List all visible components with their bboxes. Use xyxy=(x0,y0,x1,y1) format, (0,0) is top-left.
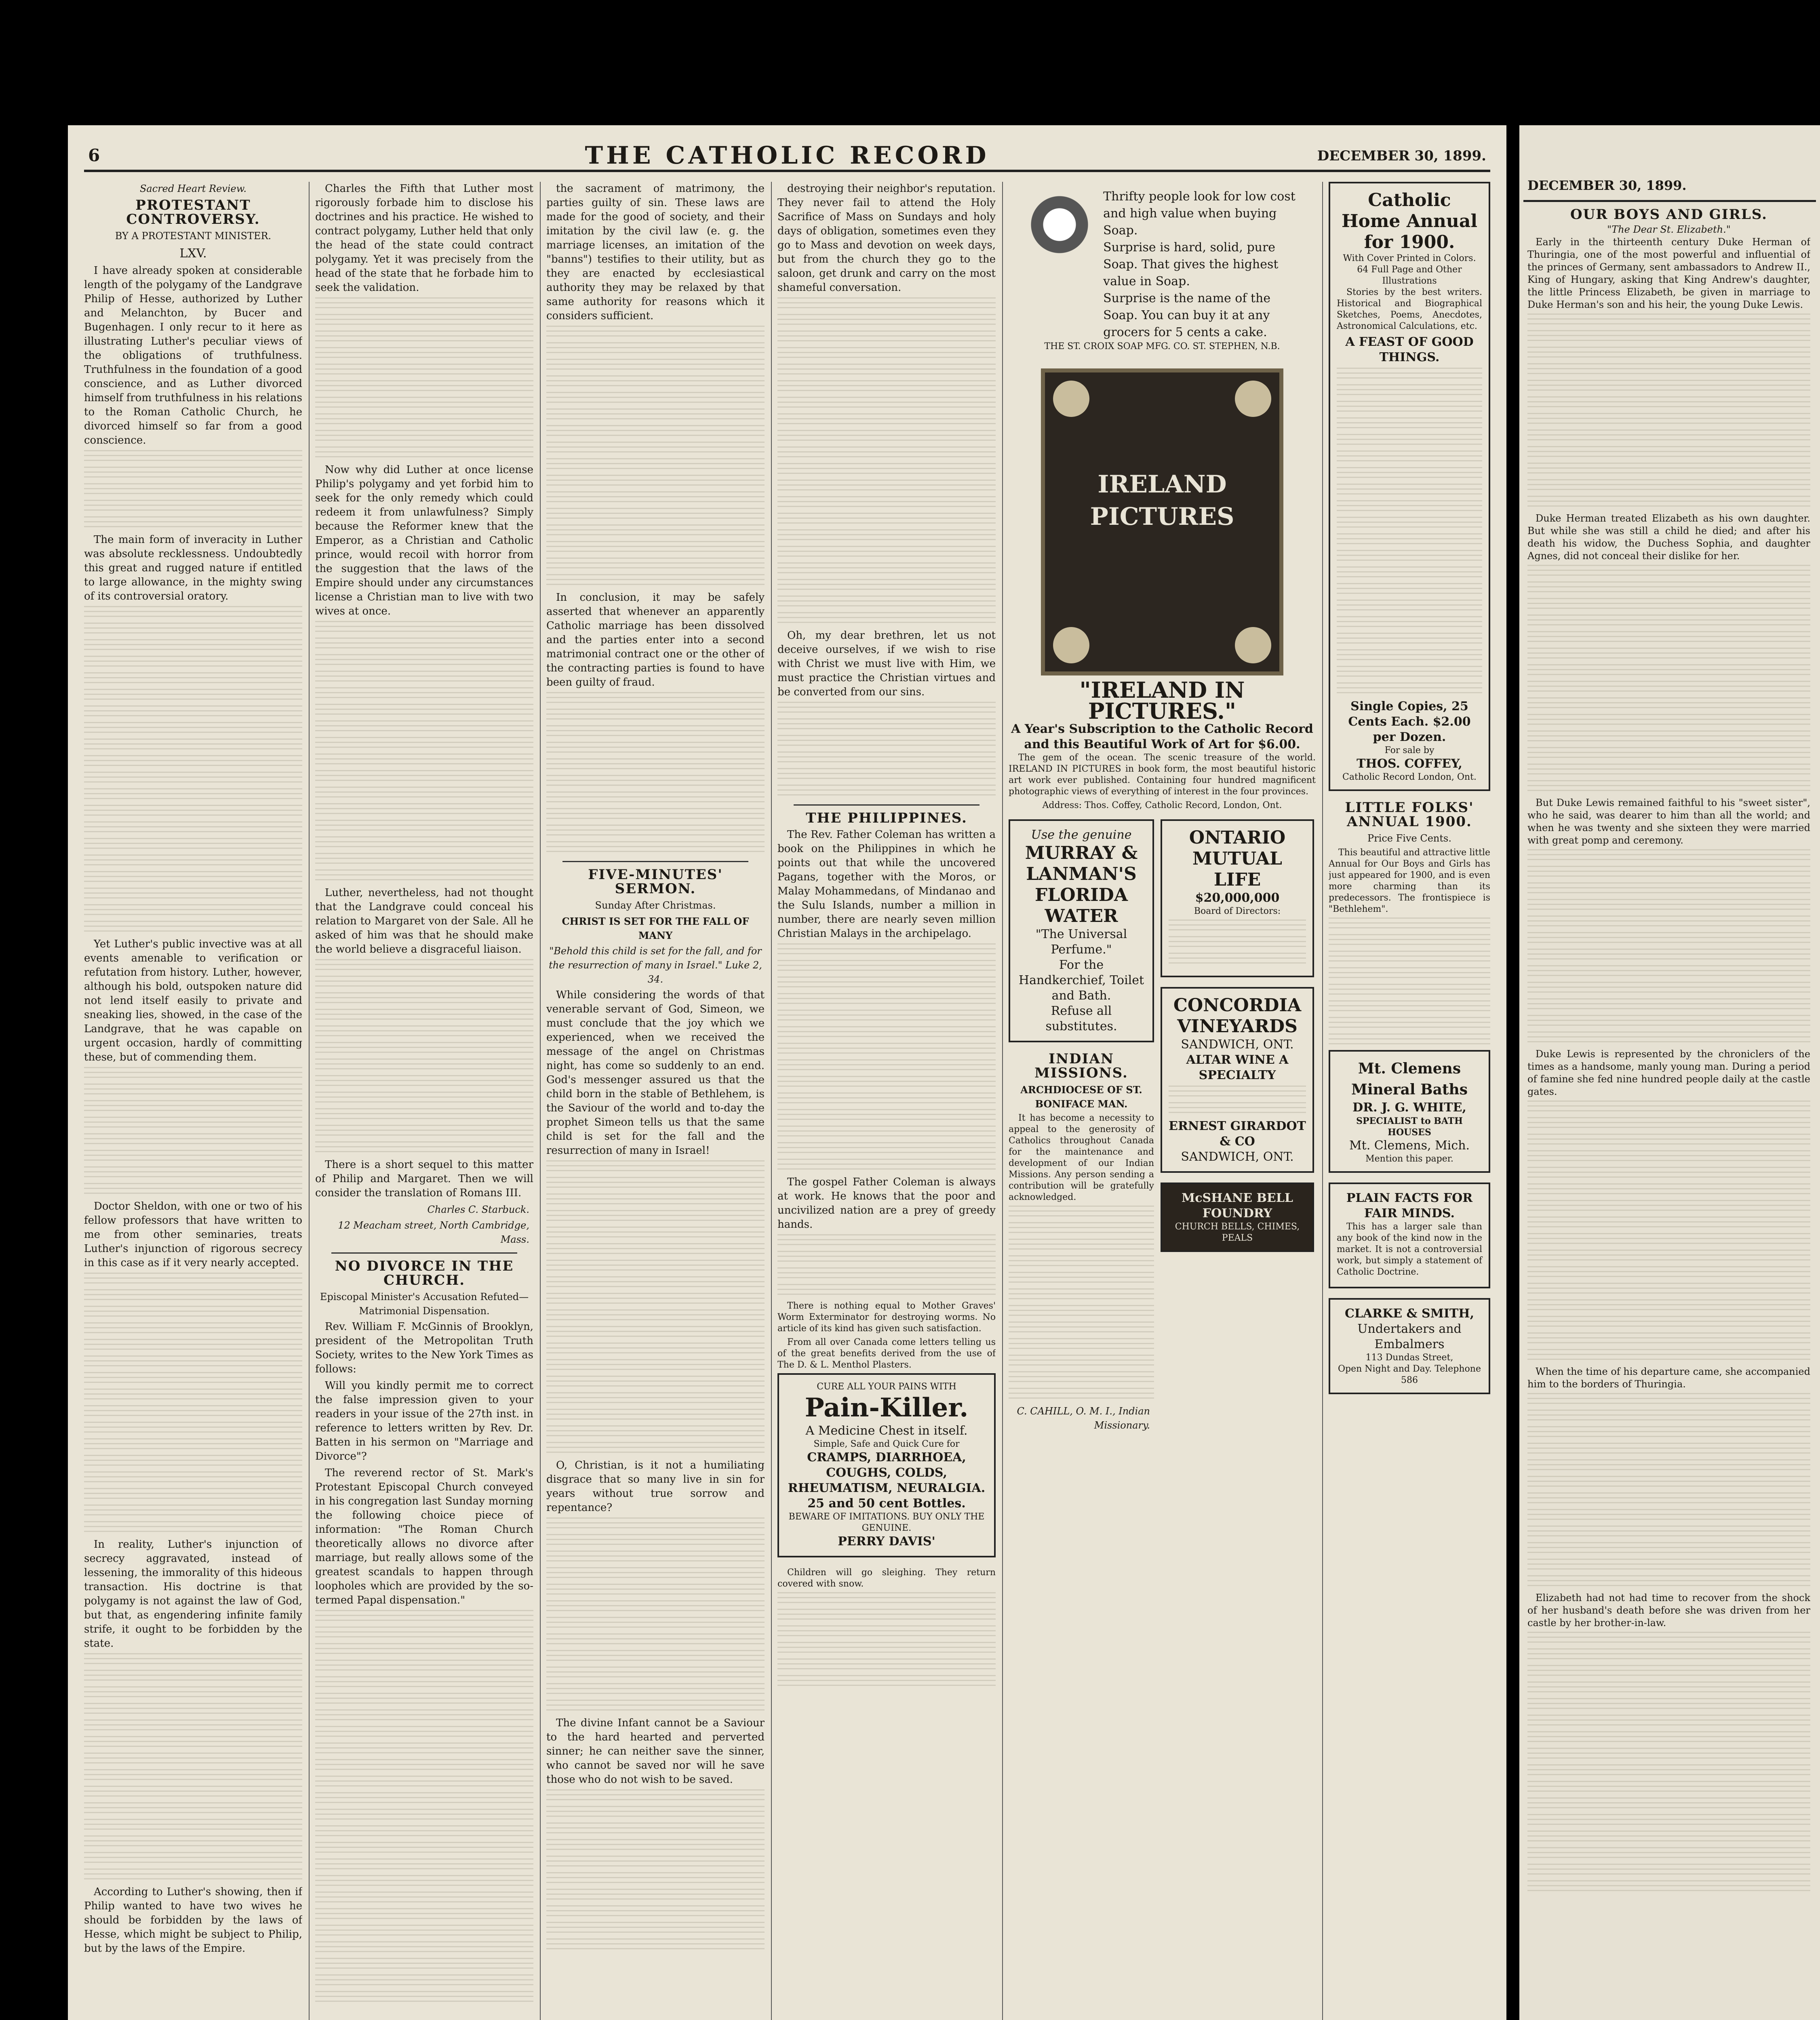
ad-line: ALTAR WINE A SPECIALTY xyxy=(1186,1053,1289,1082)
column-1 xyxy=(84,182,302,2020)
annual-sub: With Cover Printed in Colors. 64 Full Page and Other Illustrations xyxy=(1343,253,1476,286)
paragraph: In conclusion, it may be safely asserted that whenever an apparently Catholic marriage has been dissolved and the parties enter into a second matrimonial contract one or the other of the contracting parties is found to have been guilty of fraud. xyxy=(546,591,765,688)
ad-line: McSHANE BELL FOUNDRY xyxy=(1182,1191,1293,1220)
paragraph: In reality, Luther's injunction of secrecy aggravated, instead of lessening, the immorality of this hideous transaction. His doctrine is that polygamy is not against the law of God, but that, as engendering infinite family strife, it ought to be forbidden by the state. xyxy=(84,1538,302,1650)
missions-subhead: ARCHDIOCESE OF ST. BONIFACE MAN. xyxy=(1020,1084,1142,1110)
paragraph: Early in the thirteenth century Duke Herman of Thuringia, one of the most powerful and influential of the princes of Germany, sent ambassadors to Andrew II., King of Hungary, asking that King Andrew's daughter, the little Princess Elizabeth, be given in marriage to Duke Herman's son and his heir, the young Duke Lewis. xyxy=(1527,236,1810,310)
column-6-ads xyxy=(1329,182,1490,2020)
ad-note: BEWARE OF IMITATIONS. BUY ONLY THE GENUINE. xyxy=(788,1512,985,1533)
paragraph: Oh, my dear brethren, let us not deceive ourselves, if we wish to rise with Christ we must live with Him, we must practice the Christian virtues and be converted from our sins. xyxy=(777,629,996,698)
paragraph: The main form of inveracity in Luther was absolute recklessness. Undoubtedly this great and rugged nature if entitled to large allowance, in the mighty swing of its controversial oratory. xyxy=(84,534,302,602)
book-title: PICTURES xyxy=(1090,503,1234,531)
clarke-smith-ad xyxy=(1329,1298,1490,1394)
column-5-ads xyxy=(1009,182,1316,2020)
paragraph: Will you kindly permit me to correct the false impression given to your readers in your issue of the 27th inst. in reference to letters written by Rev. Dr. Batten in his sermon on "Marriage and Divorce"? xyxy=(315,1380,533,1462)
indian-missions xyxy=(1009,1052,1154,1433)
facing-page-date: DECEMBER 30, 1899. xyxy=(1527,178,1687,193)
ad-line: Use the genuine xyxy=(1031,828,1132,842)
paragraph: According to Luther's showing, then if Philip wanted to have two wives he should be forbidden by the laws of Hesse, which might be subject to Philip, but by the laws of the Empire. xyxy=(84,1886,302,1955)
folks-body: This beautiful and attractive little Annual for Our Boys and Girls has just appeared for 1900, and is even more charming than its predecessors. The frontispiece is "Bethlehem". xyxy=(1329,848,1490,914)
ad-maker: PERRY DAVIS' xyxy=(838,1534,935,1549)
ad-line: CURE ALL YOUR PAINS WITH xyxy=(817,1382,956,1392)
annual-sale: For sale by xyxy=(1384,745,1435,755)
folks-headline: LITTLE FOLKS' ANNUAL 1900. xyxy=(1345,800,1474,830)
ireland-address: Address: Thos. Coffey, Catholic Record, London, Ont. xyxy=(1042,800,1282,810)
ad-maker: ERNEST GIRARDOT & CO xyxy=(1169,1119,1306,1149)
ad-brand: Mt. Clemens Mineral Baths xyxy=(1351,1060,1468,1098)
annual-seller: THOS. COFFEY, xyxy=(1357,757,1462,771)
soap-ad-line: Thrifty people look for low cost and high value when buying Soap. xyxy=(1103,189,1295,238)
paragraph: While considering the words of that venerable servant of God, Simeon, we must conclude that the joy which we experienced, when we received the message of the angel on Christmas night, has come so suddenly to an end. God's messenger assured us that the child born in the stable of Bethlehem, is the Saviour of the world and to-day the prophet Simeon tells us that the same child is set for the fall and the resurrection of many in Israel! xyxy=(546,989,765,1157)
column-rule xyxy=(1002,182,1003,2020)
column-rule xyxy=(1322,182,1323,2020)
paragraph: destroying their neighbor's reputation. They never fail to attend the Holy Sacrifice of Mass on Sundays and holy days of obligation, sometimes even they go to Mass and devotion on week days, but from the church they go to the saloon, get drunk and carry on the most shameful conversation. xyxy=(777,183,996,294)
ad-subcolumn xyxy=(1009,819,1154,1434)
ireland-offer: A Year's Subscription to the Catholic Record and this Beautiful Work of Art for $6.00. xyxy=(1011,722,1313,751)
ad-brand: Pain-Killer. xyxy=(805,1393,969,1423)
plain-body: This has a larger sale than any book of the kind now in the market. It is not a controversial work, but simply a statement of Catholic Doctrine. xyxy=(1337,1222,1482,1277)
ad-line: Board of Directors: xyxy=(1194,906,1281,916)
sermon-caption: CHRIST IS SET FOR THE FALL OF MANY xyxy=(562,915,749,941)
ireland-body: The gem of the ocean. The scenic treasure of the world. IRELAND IN PICTURES in book form, the most beautiful historic art work ever published. Containing four hundred magnificent photographic views of everything of interest in the four provinces. xyxy=(1009,753,1316,797)
painkiller-ad xyxy=(777,1373,996,1557)
sermon-quote: "Behold this child is set for the fall, and for the resurrection of many in Israel." Luke 2, 34. xyxy=(549,945,762,985)
soap-ad-line: Surprise is hard, solid, pure Soap. That gives the highest value in Soap. xyxy=(1103,240,1279,288)
paragraph: Now why did Luther at once license Philip's polygamy and yet forbid him to seek for the only remedy which could redeem it from unlawfulness? Simply because the Reformer knew that the Emperor, as a Christian and Catholic prince, would recoil with horror from the suggestion that the laws of the Empire should under any circumstances license a Christian man to live with two wives at once. xyxy=(315,464,533,617)
ad-line: Refuse all substitutes. xyxy=(1045,1004,1117,1033)
little-folks-annual xyxy=(1329,801,1490,1048)
column-rule xyxy=(771,182,772,2020)
annual-seller-location: Catholic Record London, Ont. xyxy=(1342,772,1477,782)
ad-line: CRAMPS, DIARRHOEA, COUGHS, COLDS, RHEUMATISM, NEURALGIA. xyxy=(788,1450,986,1495)
newspaper-page xyxy=(68,125,1506,2020)
paragraph: Duke Lewis is represented by the chroniclers of the times as a handsome, manly young man. During a period of famine she fed nine hundred people daily at the castle gates. xyxy=(1527,1048,1810,1097)
annual-price: Single Copies, 25 Cents Each. $2.00 per Dozen. xyxy=(1348,699,1471,744)
mt-clemens-ad xyxy=(1329,1050,1490,1173)
ad-price: 25 and 50 cent Bottles. xyxy=(807,1496,966,1511)
page-number: 6 xyxy=(88,145,100,165)
ad-brand: ONTARIO MUTUAL LIFE xyxy=(1189,827,1286,890)
column-rule xyxy=(309,182,310,2020)
paragraph: Yet Luther's public invective was at all events amenable to verification or refutation from history. Luther, however, although his bold, outspoken nature did not lend itself easily to private and sneaking lies, showed, in the case of the Landgrave, that he was capable on urgent occasion, hardly of committing these, but of commending them. xyxy=(84,938,302,1063)
facing-page xyxy=(1519,125,1820,2020)
paragraph: From all over Canada come letters telling us of the great benefits derived from the use of The D. & L. Menthol Plasters. xyxy=(777,1337,996,1370)
column-2 xyxy=(315,182,533,2020)
article-headline: OUR BOYS AND GIRLS. xyxy=(1570,206,1768,223)
ad-line: SPECIALIST to BATH HOUSES xyxy=(1356,1116,1463,1138)
paragraph: the sacrament of matrimony, the parties guilty of sin. These laws are made for the good of society, and their imitation by the civil law (e. g. the marriage licenses, an imitation of the "banns") testifies to their utility, but as they are enacted by ecclesiastical authority they may be relaxed by that same authority for reasons which it considers sufficient. xyxy=(546,183,765,322)
florida-water-ad xyxy=(1009,819,1154,1042)
sermon-headline: FIVE-MINUTES' SERMON. xyxy=(588,867,723,897)
byline: BY A PROTESTANT MINISTER. xyxy=(115,230,272,242)
bell-foundry-ad xyxy=(1161,1183,1314,1252)
missions-signature: C. CAHILL, O. M. I., Indian Missionary. xyxy=(1017,1406,1150,1431)
surprise-soap-ad xyxy=(1009,182,1316,359)
ad-line: SANDWICH, ONT. xyxy=(1181,1037,1294,1052)
paragraph: Rev. William F. McGinnis of Brooklyn, president of the Metropolitan Truth Society, writes to the New York Times as follows: xyxy=(315,1321,533,1375)
ad-line: Open Night and Day. Telephone 586 xyxy=(1338,1364,1481,1385)
address: 12 Meacham street, North Cambridge, Mass. xyxy=(338,1220,529,1245)
kicker: "The Dear St. Elizabeth." xyxy=(1607,224,1731,235)
masthead: THE CATHOLIC RECORD xyxy=(585,141,990,170)
paragraph: The reverend rector of St. Mark's Protestant Episcopal Church conveyed in his congregation last Sunday morning the following choice piece of information: "The Roman Church theoretically allows no divorce after marriage, but really allows some of the greatest scandals to happen through loopholes which are provided by the so-termed Papal dispensation." xyxy=(315,1467,533,1606)
section-number: LXV. xyxy=(179,246,207,261)
ad-line: Mention this paper. xyxy=(1365,1154,1453,1164)
column-rule xyxy=(540,182,541,2020)
ad-brand: CONCORDIA VINEYARDS xyxy=(1173,995,1302,1037)
kicker: Sacred Heart Review. xyxy=(139,183,247,194)
paragraph: Luther, nevertheless, had not thought that the Landgrave could conceal his relation to Margaret von der Sale. All he asked of him was that he should make the world believe a disgraceful liaison. xyxy=(315,887,533,955)
ad-line: Mt. Clemens, Mich. xyxy=(1349,1138,1470,1153)
paragraph: When the time of his departure came, she accompanied him to the borders of Thuringia. xyxy=(1527,1366,1810,1390)
annual-body: Stories by the best writers. Historical and Biographical Sketches, Poems, Anecdotes, Astronomical Calculations, etc. xyxy=(1337,287,1482,331)
bearded-man-illustration xyxy=(1019,188,1100,309)
paragraph: But Duke Lewis remained faithful to his "sweet sister", who he said, was dearer to him than all the world; and when he was twenty and she sixteen they were married with great pomp and ceremony. xyxy=(1527,797,1810,846)
plain-facts-ad xyxy=(1329,1183,1490,1288)
paragraph: The divine Infant cannot be a Saviour to the hard hearted and perverted sinner; he can neither save the sinner, who cannot be saved nor will he save those who do not wish to be saved. xyxy=(546,1717,765,1786)
concordia-ad xyxy=(1161,987,1314,1173)
annual-section: A FEAST OF GOOD THINGS. xyxy=(1345,335,1474,364)
ad-subcolumn xyxy=(1161,819,1314,1434)
ireland-headline: "IRELAND IN PICTURES." xyxy=(1079,677,1245,724)
home-annual-ad xyxy=(1329,182,1490,791)
paragraph: I have already spoken at considerable length of the polygamy of the Landgrave Philip of Hesse, authorized by Luther and Melanchton, by Bucer and Bugenhagen. I only recur to it here as illustrating Luther's peculiar views of the obligations of truthfulness. Truthfulness in the foundation of a good conscience, and as Luther divorced himself from truthfulness in his relations to the Roman Catholic Church, he divorced himself so far from a good conscience. xyxy=(84,265,302,446)
book-title: IRELAND xyxy=(1097,470,1227,499)
signature: Charles C. Starbuck. xyxy=(427,1204,529,1215)
ireland-book-illustration xyxy=(1041,368,1283,675)
ad-brand: MURRAY & LANMAN'S FLORIDA WATER xyxy=(1025,843,1138,926)
ad-amount: $20,000,000 xyxy=(1195,891,1280,905)
ad-line: A Medicine Chest in itself. xyxy=(805,1424,968,1438)
ad-doctor: DR. J. G. WHITE, xyxy=(1352,1100,1466,1115)
paragraph: Children will go sleighing. They return covered with snow. xyxy=(777,1568,996,1589)
ad-line: Simple, Safe and Quick Cure for xyxy=(813,1439,960,1449)
sermon-subhead: Sunday After Christmas. xyxy=(595,900,716,911)
missions-headline: INDIAN MISSIONS. xyxy=(1034,1051,1128,1081)
mutual-life-ad xyxy=(1161,819,1314,977)
article-subhead: Episcopal Minister's Accusation Refuted—Matrimonial Dispensation. xyxy=(320,1291,529,1317)
paragraph: There is a short sequel to this matter of Philip and Margaret. Then we will consider the translation of Romans III. xyxy=(315,1159,533,1199)
plain-headline: PLAIN FACTS FOR FAIR MINDS. xyxy=(1346,1191,1473,1220)
ad-line: For the Handkerchief, Toilet and Bath. xyxy=(1018,958,1144,1003)
column-4 xyxy=(777,182,996,2020)
paragraph: Elizabeth had not had time to recover from the shock of her husband's death before she was driven from her castle by her brother-in-law. xyxy=(1527,1592,1810,1629)
page-header xyxy=(84,141,1490,172)
issue-date: DECEMBER 30, 1899. xyxy=(1317,148,1486,164)
column-3 xyxy=(546,182,765,2020)
ad-row xyxy=(1009,819,1316,1434)
ad-line: SANDWICH, ONT. xyxy=(1181,1150,1294,1164)
paragraph: Doctor Sheldon, with one or two of his fellow professors that have written to me from other seminaries, treats Luther's injunction of rigorous secrecy in this case as if it very nearly accepted. xyxy=(84,1200,302,1269)
paragraph: O, Christian, is it not a humiliating disgrace that so many live in sin for years without true sorrow and repentance? xyxy=(546,1459,765,1514)
paragraph: The gospel Father Coleman is always at work. He knows that the poor and uncivilized nation are a prey of greedy hands. xyxy=(777,1176,996,1231)
ad-line: CHURCH BELLS, CHIMES, PEALS xyxy=(1175,1222,1300,1243)
paragraph: There is nothing equal to Mother Graves' Worm Exterminator for destroying worms. No article of its kind has given such satisfaction. xyxy=(777,1301,996,1334)
ireland-ad xyxy=(1009,368,1316,811)
ad-brand: CLARKE & SMITH, xyxy=(1344,1307,1475,1321)
soap-maker: THE ST. CROIX SOAP MFG. CO. ST. STEPHEN, N.B. xyxy=(1044,341,1280,351)
article-headline: PROTESTANT CONTROVERSY. xyxy=(126,197,260,227)
ad-line: 113 Dundas Street, xyxy=(1365,1353,1453,1363)
ad-line: "The Universal Perfume." xyxy=(1035,927,1127,957)
article-headline: THE PHILIPPINES. xyxy=(806,810,967,826)
paragraph: The Rev. Father Coleman has written a book on the Philippines in which he points out that while the uncovered Pagans, together with the Moros, or Malay Mohammedans, of Mindanao and the Sulu Islands, number a million in number, there are nearly seven million Christian Malays in the archipelago. xyxy=(777,829,996,940)
soap-ad-line: Surprise is the name of the Soap. You can buy it at any grocers for 5 cents a cake. xyxy=(1103,291,1271,339)
facing-page-column xyxy=(1527,206,1810,2020)
paragraph: Charles the Fifth that Luther most rigorously forbade him to disclose his doctrines and his practice. He wished to contract polygamy, Luther held that only the head of the state could contract polygamy. Yet it was precisely from the head of the state that he forbade him to seek the validation. xyxy=(315,183,533,294)
paragraph: Duke Herman treated Elizabeth as his own daughter. But while she was still a child he died; and after his death his widow, the Duchess Sophia, and daughter Agnes, did not conceal their dislike for her. xyxy=(1527,513,1810,562)
missions-body: It has become a necessity to appeal to the generosity of Catholics throughout Canada for the maintenance and development of our Indian Missions. Any person sending a contribution will be gratefully acknowledged. xyxy=(1009,1113,1154,1202)
ad-line: Undertakers and Embalmers xyxy=(1357,1322,1462,1351)
article-headline: NO DIVORCE IN THE CHURCH. xyxy=(335,1258,514,1288)
annual-headline: Catholic Home Annual for 1900. xyxy=(1341,190,1478,253)
folks-price: Price Five Cents. xyxy=(1367,833,1451,844)
